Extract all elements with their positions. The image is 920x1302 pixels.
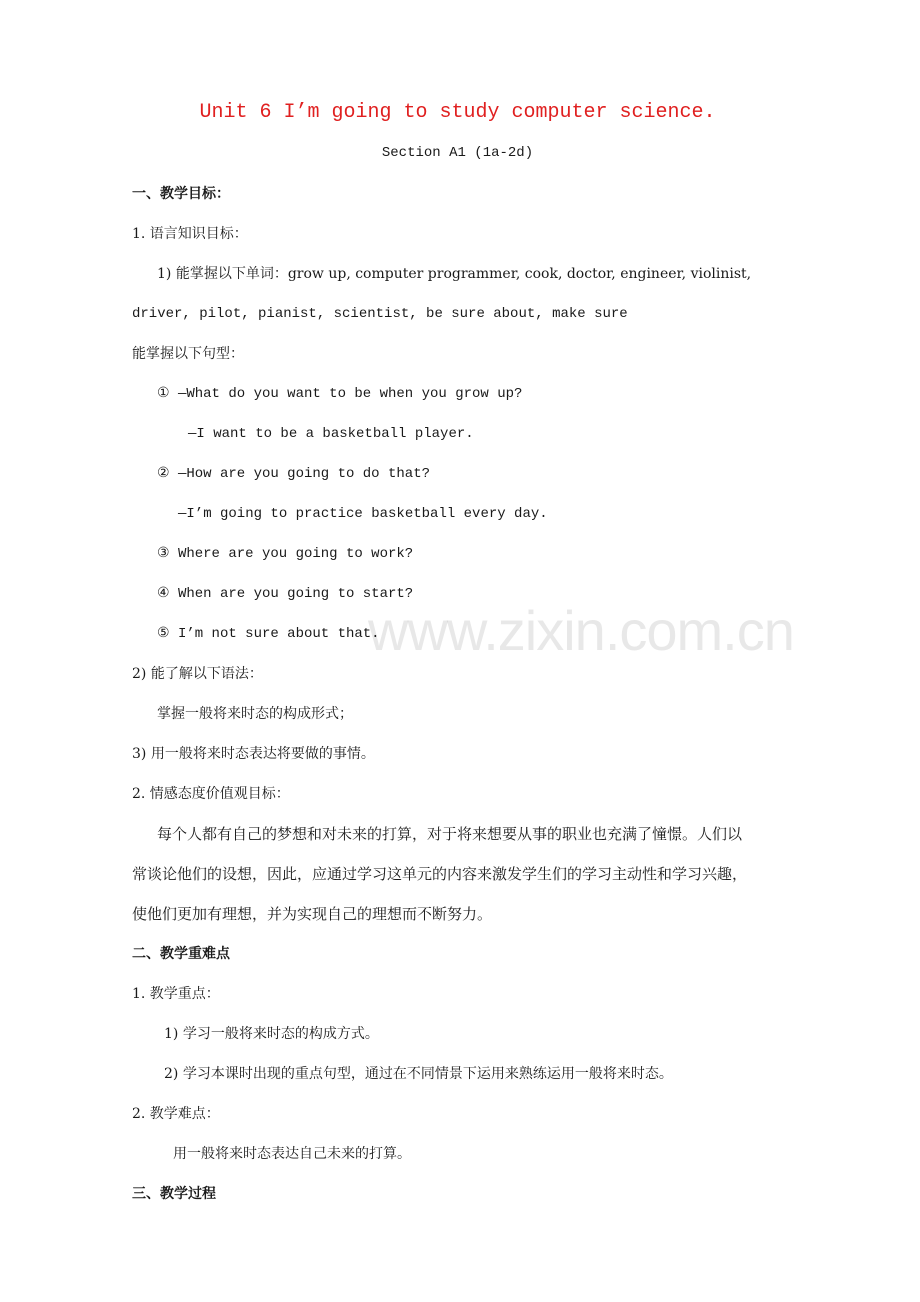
key-points-heading: 1. 教学重点： — [132, 986, 220, 1002]
difficulty-item: 用一般将来时态表达自己未来的打算。 — [173, 1146, 411, 1162]
vocabulary-line-2: driver, pilot, pianist, scientist, be sure about, make sure — [132, 306, 628, 322]
pattern-2-answer: —I’m going to practice basketball every day. — [178, 506, 548, 522]
difficulty-heading: 2. 教学难点： — [132, 1106, 220, 1122]
pattern-2-question: ② —How are you going to do that? — [157, 466, 430, 482]
pattern-1-answer: —I want to be a basketball player. — [188, 426, 474, 442]
pattern-4: ④ When are you going to start? — [157, 586, 414, 602]
emotion-paragraph-line-3: 使他们更加有理想，并为实现自己的理想而不断努力。 — [132, 905, 493, 923]
watermark: www.zixin.com.cn — [368, 599, 794, 662]
vocabulary-line-1: 1) 能掌握以下单词：grow up, computer programmer, cook, doctor, engineer, violinist, — [157, 266, 752, 282]
document-title: Unit 6 I’m going to study computer science. — [199, 101, 716, 124]
grammar-heading: 2) 能了解以下语法： — [132, 666, 263, 682]
item-language-goals: 1. 语言知识目标： — [132, 226, 248, 242]
pattern-3: ③ Where are you going to work? — [157, 546, 414, 562]
heading-teaching-goals: 一、教学目标： — [132, 186, 230, 202]
section-subtitle: Section A1 (1a-2d) — [381, 145, 534, 161]
grammar-item: 掌握一般将来时态的构成形式； — [157, 706, 353, 722]
key-point-1: 1) 学习一般将来时态的构成方式。 — [164, 1026, 379, 1042]
key-point-2: 2) 学习本课时出现的重点句型，通过在不同情景下运用来熟练运用一般将来时态。 — [164, 1066, 673, 1082]
heading-teaching-process: 三、教学过程 — [132, 1186, 216, 1202]
pattern-1-question: ① —What do you want to be when you grow up? — [157, 386, 523, 402]
emotion-goals-heading: 2. 情感态度价值观目标： — [132, 786, 290, 802]
pattern-5: ⑤ I’m not sure about that. — [157, 626, 380, 642]
heading-key-points: 二、教学重难点 — [132, 946, 230, 962]
emotion-paragraph-line-1: 每个人都有自己的梦想和对未来的打算，对于将来想要从事的职业也充满了憧憬。人们以 — [157, 825, 743, 843]
usage-item: 3) 用一般将来时态表达将要做的事情。 — [132, 746, 375, 762]
emotion-paragraph-line-2: 常谈论他们的设想，因此，应通过学习这单元的内容来激发学生们的学习主动性和学习兴趣， — [132, 865, 748, 883]
patterns-heading: 能掌握以下句型： — [132, 346, 244, 362]
